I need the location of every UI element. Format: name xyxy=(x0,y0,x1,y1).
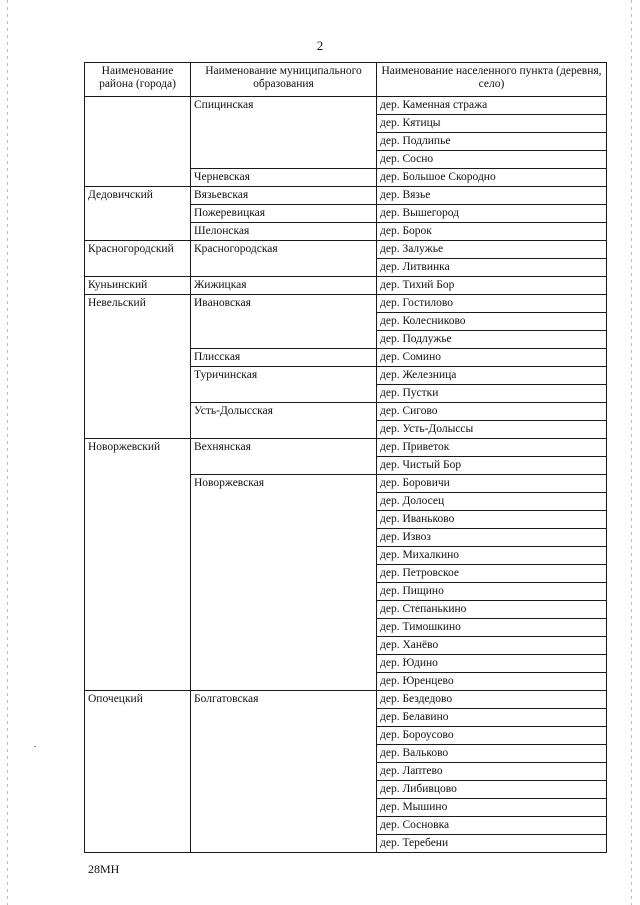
settlement-cell: дер. Бездедово xyxy=(377,691,607,709)
settlement-cell: дер. Усть-Долыссы xyxy=(377,421,607,439)
table-row xyxy=(85,187,607,205)
table-body xyxy=(85,97,607,853)
municipality-cell: Шелонская xyxy=(191,223,377,241)
settlement-cell: дер. Кятицы xyxy=(377,115,607,133)
settlement-cell: дер. Теребени xyxy=(377,835,607,853)
settlement-cell: дер. Вышегород xyxy=(377,205,607,223)
settlement-cell: дер. Белавино xyxy=(377,709,607,727)
table-row xyxy=(85,439,607,457)
scan-edge-right xyxy=(631,0,632,905)
settlement-cell: дер. Залужье xyxy=(377,241,607,259)
municipality-cell: Красногородская xyxy=(191,241,377,277)
municipality-cell: Вехнянская xyxy=(191,439,377,475)
district-cell xyxy=(85,97,191,187)
settlement-cell: дер. Боровичи xyxy=(377,475,607,493)
settlement-cell: дер. Каменная стража xyxy=(377,97,607,115)
settlements-table xyxy=(84,62,607,853)
settlement-cell: дер. Иваньково xyxy=(377,511,607,529)
settlement-cell: дер. Михалкино xyxy=(377,547,607,565)
municipality-cell: Спицинская xyxy=(191,97,377,169)
district-cell: Новоржевский xyxy=(85,439,191,691)
municipality-cell: Пожеревицкая xyxy=(191,205,377,223)
district-cell: Красногородский xyxy=(85,241,191,277)
scan-edge-left xyxy=(7,0,8,905)
municipality-cell: Жижицкая xyxy=(191,277,377,295)
settlement-cell: дер. Тихий Бор xyxy=(377,277,607,295)
settlement-cell: дер. Извоз xyxy=(377,529,607,547)
district-cell: Невельский xyxy=(85,295,191,439)
settlement-cell: дер. Подлипье xyxy=(377,133,607,151)
settlement-cell: дер. Большое Скородно xyxy=(377,169,607,187)
municipality-cell: Болгатовская xyxy=(191,691,377,853)
settlement-cell: дер. Юренцево xyxy=(377,673,607,691)
settlement-cell: дер. Петровское xyxy=(377,565,607,583)
settlement-cell: дер. Ханёво xyxy=(377,637,607,655)
settlement-cell: дер. Лаптево xyxy=(377,763,607,781)
settlement-cell: дер. Литвинка xyxy=(377,259,607,277)
settlement-cell: дер. Мышино xyxy=(377,799,607,817)
settlement-cell: дер. Железница xyxy=(377,367,607,385)
settlement-cell: дер. Либивцово xyxy=(377,781,607,799)
settlement-cell: дер. Колесниково xyxy=(377,313,607,331)
municipality-cell: Усть-Долысская xyxy=(191,403,377,439)
page-number: 2 xyxy=(316,38,324,53)
header-settlement: Наименование населенного пункта (деревня, село) xyxy=(377,63,607,97)
settlement-cell: дер. Сосновка xyxy=(377,817,607,835)
municipality-cell: Плисская xyxy=(191,349,377,367)
district-cell: Опочецкий xyxy=(85,691,191,853)
settlement-cell: дер. Степанькино xyxy=(377,601,607,619)
stray-mark xyxy=(34,746,36,747)
header-district: Наименование района (города) xyxy=(85,63,191,97)
settlement-cell: дер. Подлужье xyxy=(377,331,607,349)
settlement-cell: дер. Бороусово xyxy=(377,727,607,745)
table-row xyxy=(85,691,607,709)
settlement-cell: дер. Сигово xyxy=(377,403,607,421)
municipality-cell: Ивановская xyxy=(191,295,377,349)
settlement-cell: дер. Вальково xyxy=(377,745,607,763)
district-cell: Куньинский xyxy=(85,277,191,295)
settlement-cell: дер. Приветок xyxy=(377,439,607,457)
municipality-cell: Туричинская xyxy=(191,367,377,403)
settlement-cell: дер. Гостилово xyxy=(377,295,607,313)
table-header-row xyxy=(85,63,607,97)
settlement-cell: дер. Сосно xyxy=(377,151,607,169)
settlement-cell: дер. Борок xyxy=(377,223,607,241)
table-row xyxy=(85,295,607,313)
settlement-cell: дер. Сомино xyxy=(377,349,607,367)
table-row xyxy=(85,97,607,115)
municipality-cell: Новоржевская xyxy=(191,475,377,691)
table-row xyxy=(85,277,607,295)
settlement-cell: дер. Пустки xyxy=(377,385,607,403)
district-cell: Дедовичский xyxy=(85,187,191,241)
settlement-cell: дер. Тимошкино xyxy=(377,619,607,637)
settlement-cell: дер. Пищино xyxy=(377,583,607,601)
settlement-cell: дер. Вязье xyxy=(377,187,607,205)
settlement-cell: дер. Долосец xyxy=(377,493,607,511)
municipality-cell: Вязьевская xyxy=(191,187,377,205)
table-row xyxy=(85,241,607,259)
settlement-cell: дер. Юдино xyxy=(377,655,607,673)
settlement-cell: дер. Чистый Бор xyxy=(377,457,607,475)
municipality-cell: Черневская xyxy=(191,169,377,187)
document-code: 28МН xyxy=(88,862,120,876)
header-municipality: Наименование муниципального образования xyxy=(191,63,377,97)
